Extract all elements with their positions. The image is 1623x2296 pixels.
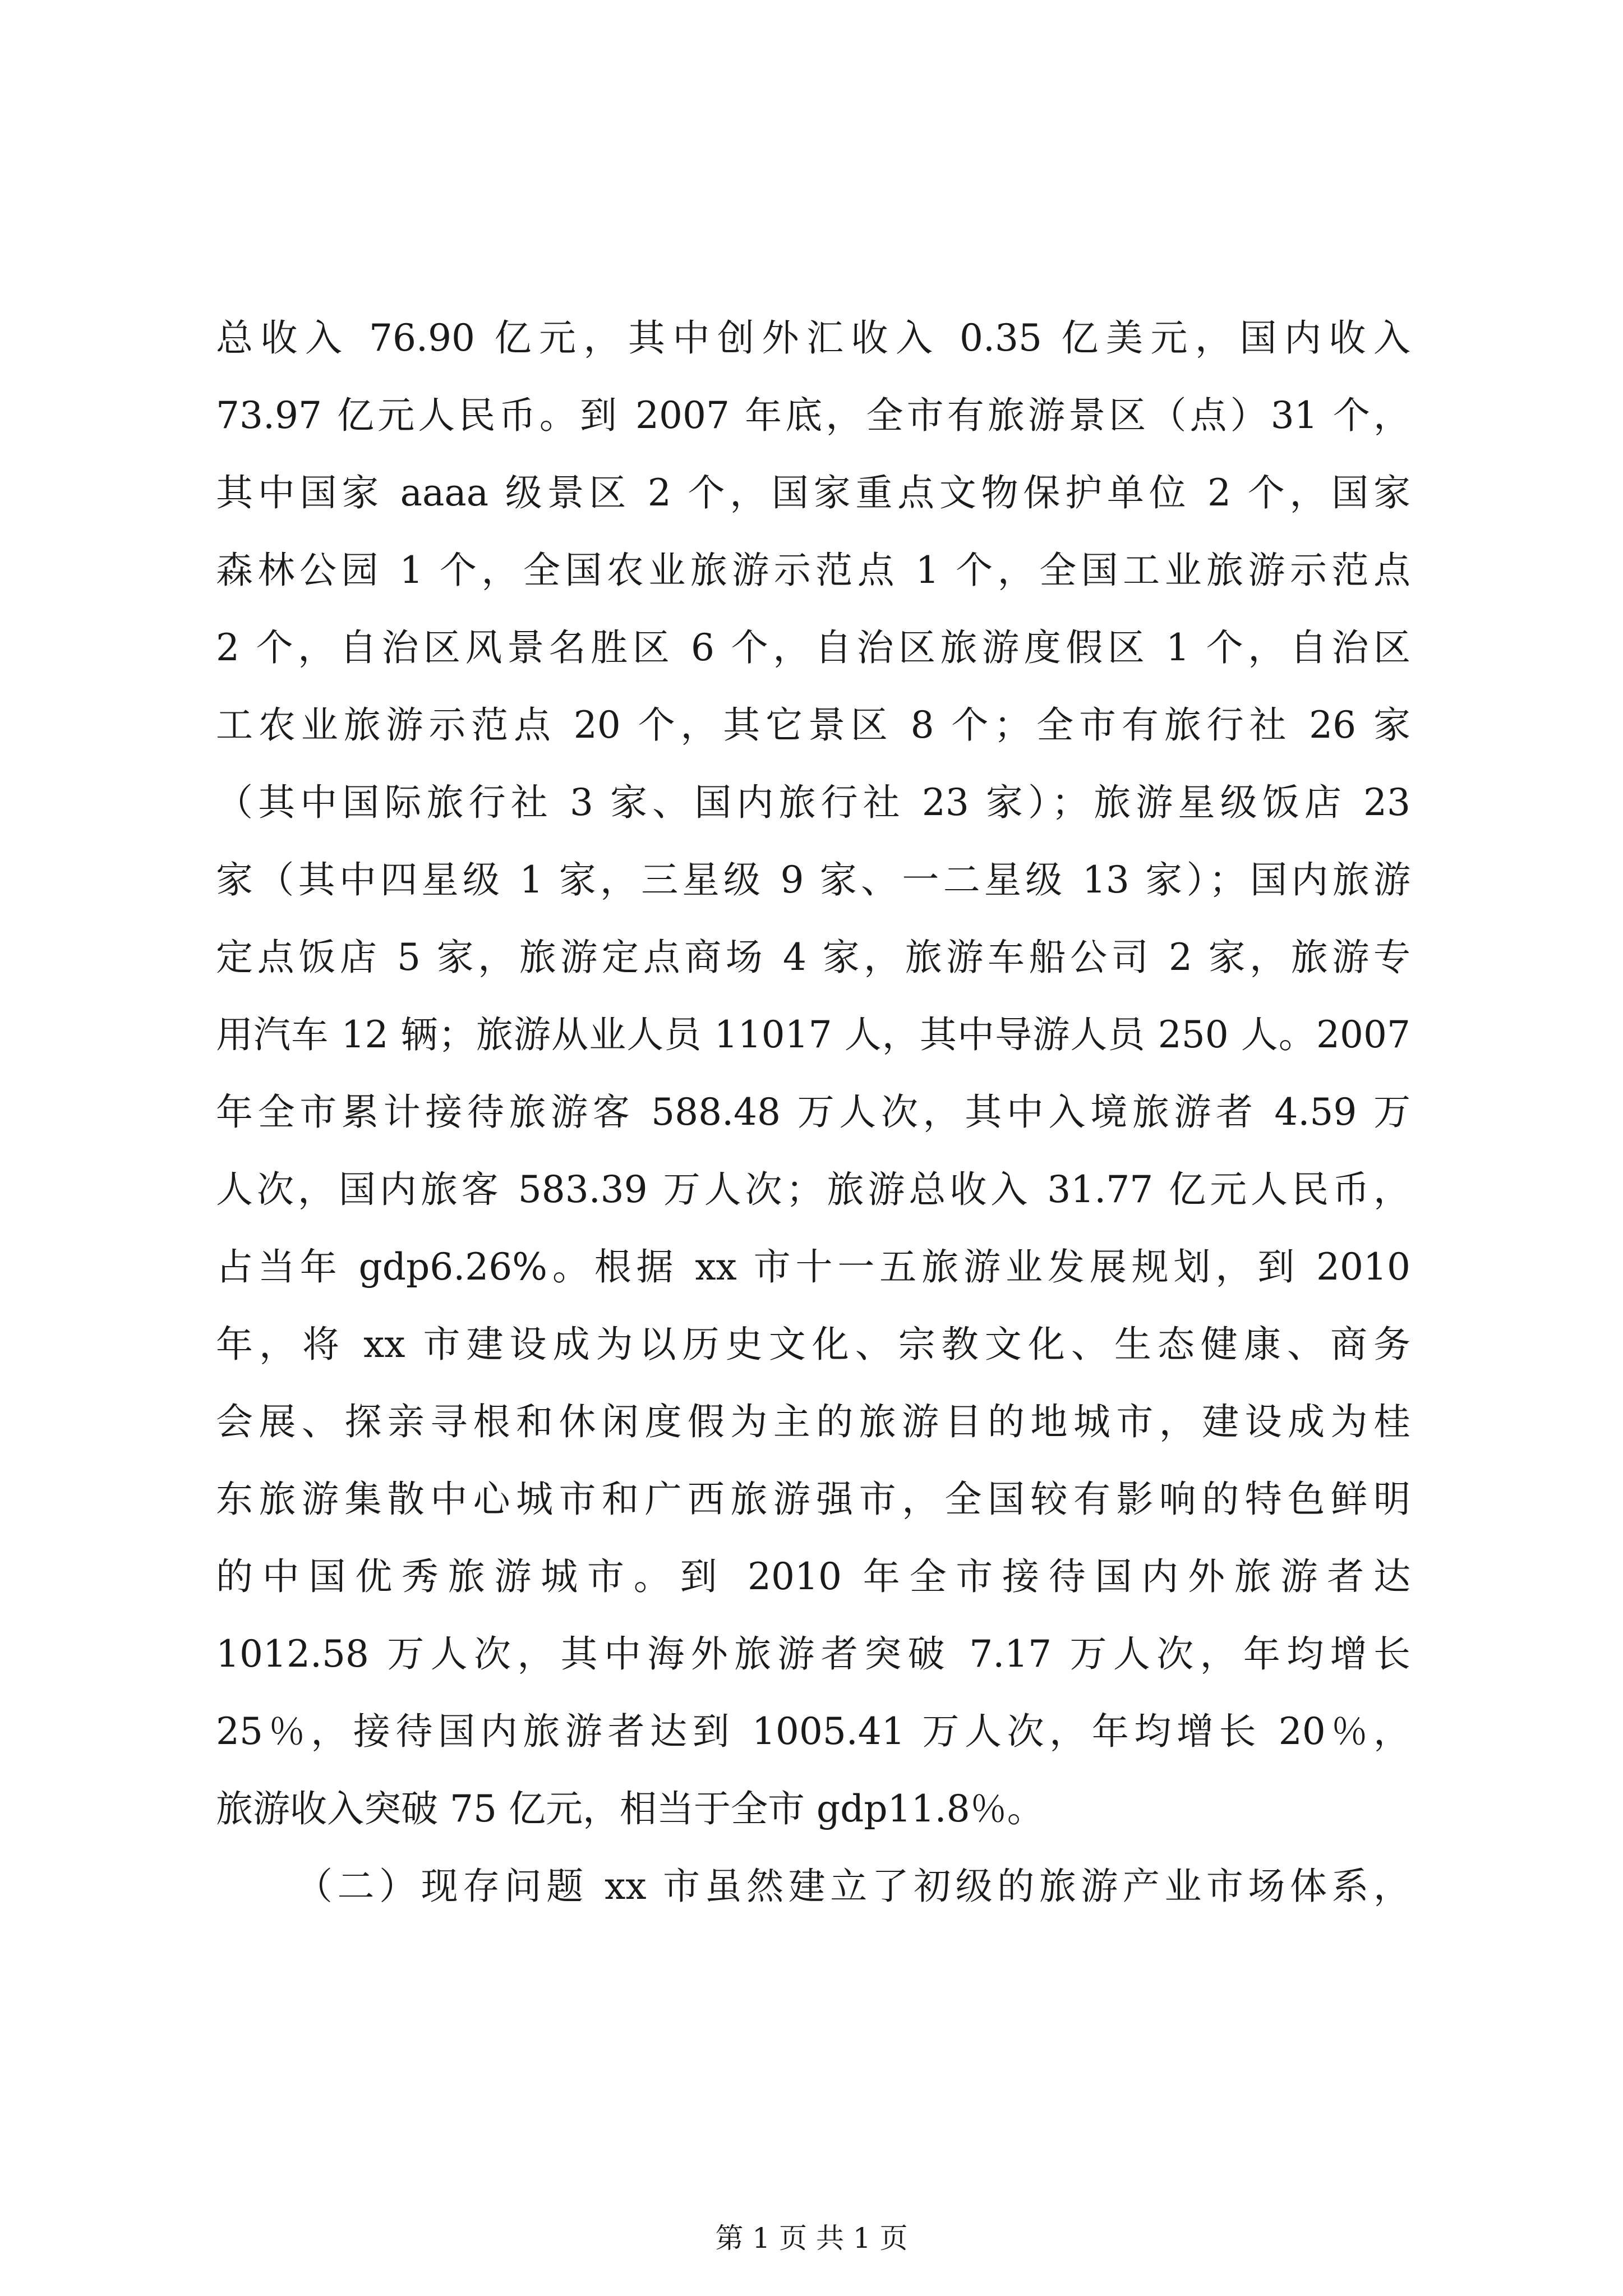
body-text <box>216 300 1410 1925</box>
text-line: 其中国家 aaaa 级景区 2 个，国家重点文物保护单位 2 个，国家 <box>216 471 1410 514</box>
page-footer <box>0 2221 1623 2255</box>
text-line: 2 个，自治区风景名胜区 6 个，自治区旅游度假区 1 个，自治区 <box>216 626 1410 669</box>
text-line: 森林公园 1 个，全国农业旅游示范点 1 个，全国工业旅游示范点 <box>216 549 1410 592</box>
section-heading-line: （二）现存问题 xx 市虽然建立了初级的旅游产业市场体系， <box>296 1865 1410 1908</box>
text-line: 东旅游集散中心城市和广西旅游强市，全国较有影响的特色鲜明 <box>216 1478 1410 1521</box>
text-line: 73.97 亿元人民币。到 2007 年底，全市有旅游景区（点）31 个， <box>216 394 1410 437</box>
text-line: 的中国优秀旅游城市。到 2010 年全市接待国内外旅游者达 <box>216 1555 1410 1598</box>
text-line: 旅游收入突破 75 亿元，相当于全市 gdp11.8％。 <box>216 1787 1044 1830</box>
text-line: 工农业旅游示范点 20 个，其它景区 8 个；全市有旅行社 26 家 <box>216 703 1410 747</box>
text-line: 占当年 gdp6.26%。根据 xx 市十一五旅游业发展规划，到 2010 <box>216 1245 1410 1289</box>
text-line: 定点饭店 5 家，旅游定点商场 4 家，旅游车船公司 2 家，旅游专 <box>216 936 1410 979</box>
page-number-label: 第 1 页 共 1 页 <box>715 2222 908 2254</box>
text-line: 年全市累计接待旅游客 588.48 万人次，其中入境旅游者 4.59 万 <box>216 1091 1410 1134</box>
text-line: 年，将 xx 市建设成为以历史文化、宗教文化、生态健康、商务 <box>216 1323 1410 1366</box>
text-line: 会展、探亲寻根和休闲度假为主的旅游目的地城市，建设成为桂 <box>216 1400 1410 1443</box>
text-line: （其中国际旅行社 3 家、国内旅行社 23 家）；旅游星级饭店 23 <box>216 781 1410 824</box>
text-line: 用汽车 12 辆；旅游从业人员 11017 人，其中导游人员 250 人。2007 <box>216 1013 1410 1056</box>
text-line: 1012.58 万人次，其中海外旅游者突破 7.17 万人次，年均增长 <box>216 1632 1410 1676</box>
text-line: 人次，国内旅客 583.39 万人次；旅游总收入 31.77 亿元人民币， <box>216 1168 1410 1211</box>
text-line: 家（其中四星级 1 家，三星级 9 家、一二星级 13 家）；国内旅游 <box>216 858 1410 901</box>
text-line: 25％，接待国内旅游者达到 1005.41 万人次，年均增长 20％， <box>216 1710 1410 1753</box>
text-line: 总收入 76.90 亿元，其中创外汇收入 0.35 亿美元，国内收入 <box>216 316 1410 360</box>
